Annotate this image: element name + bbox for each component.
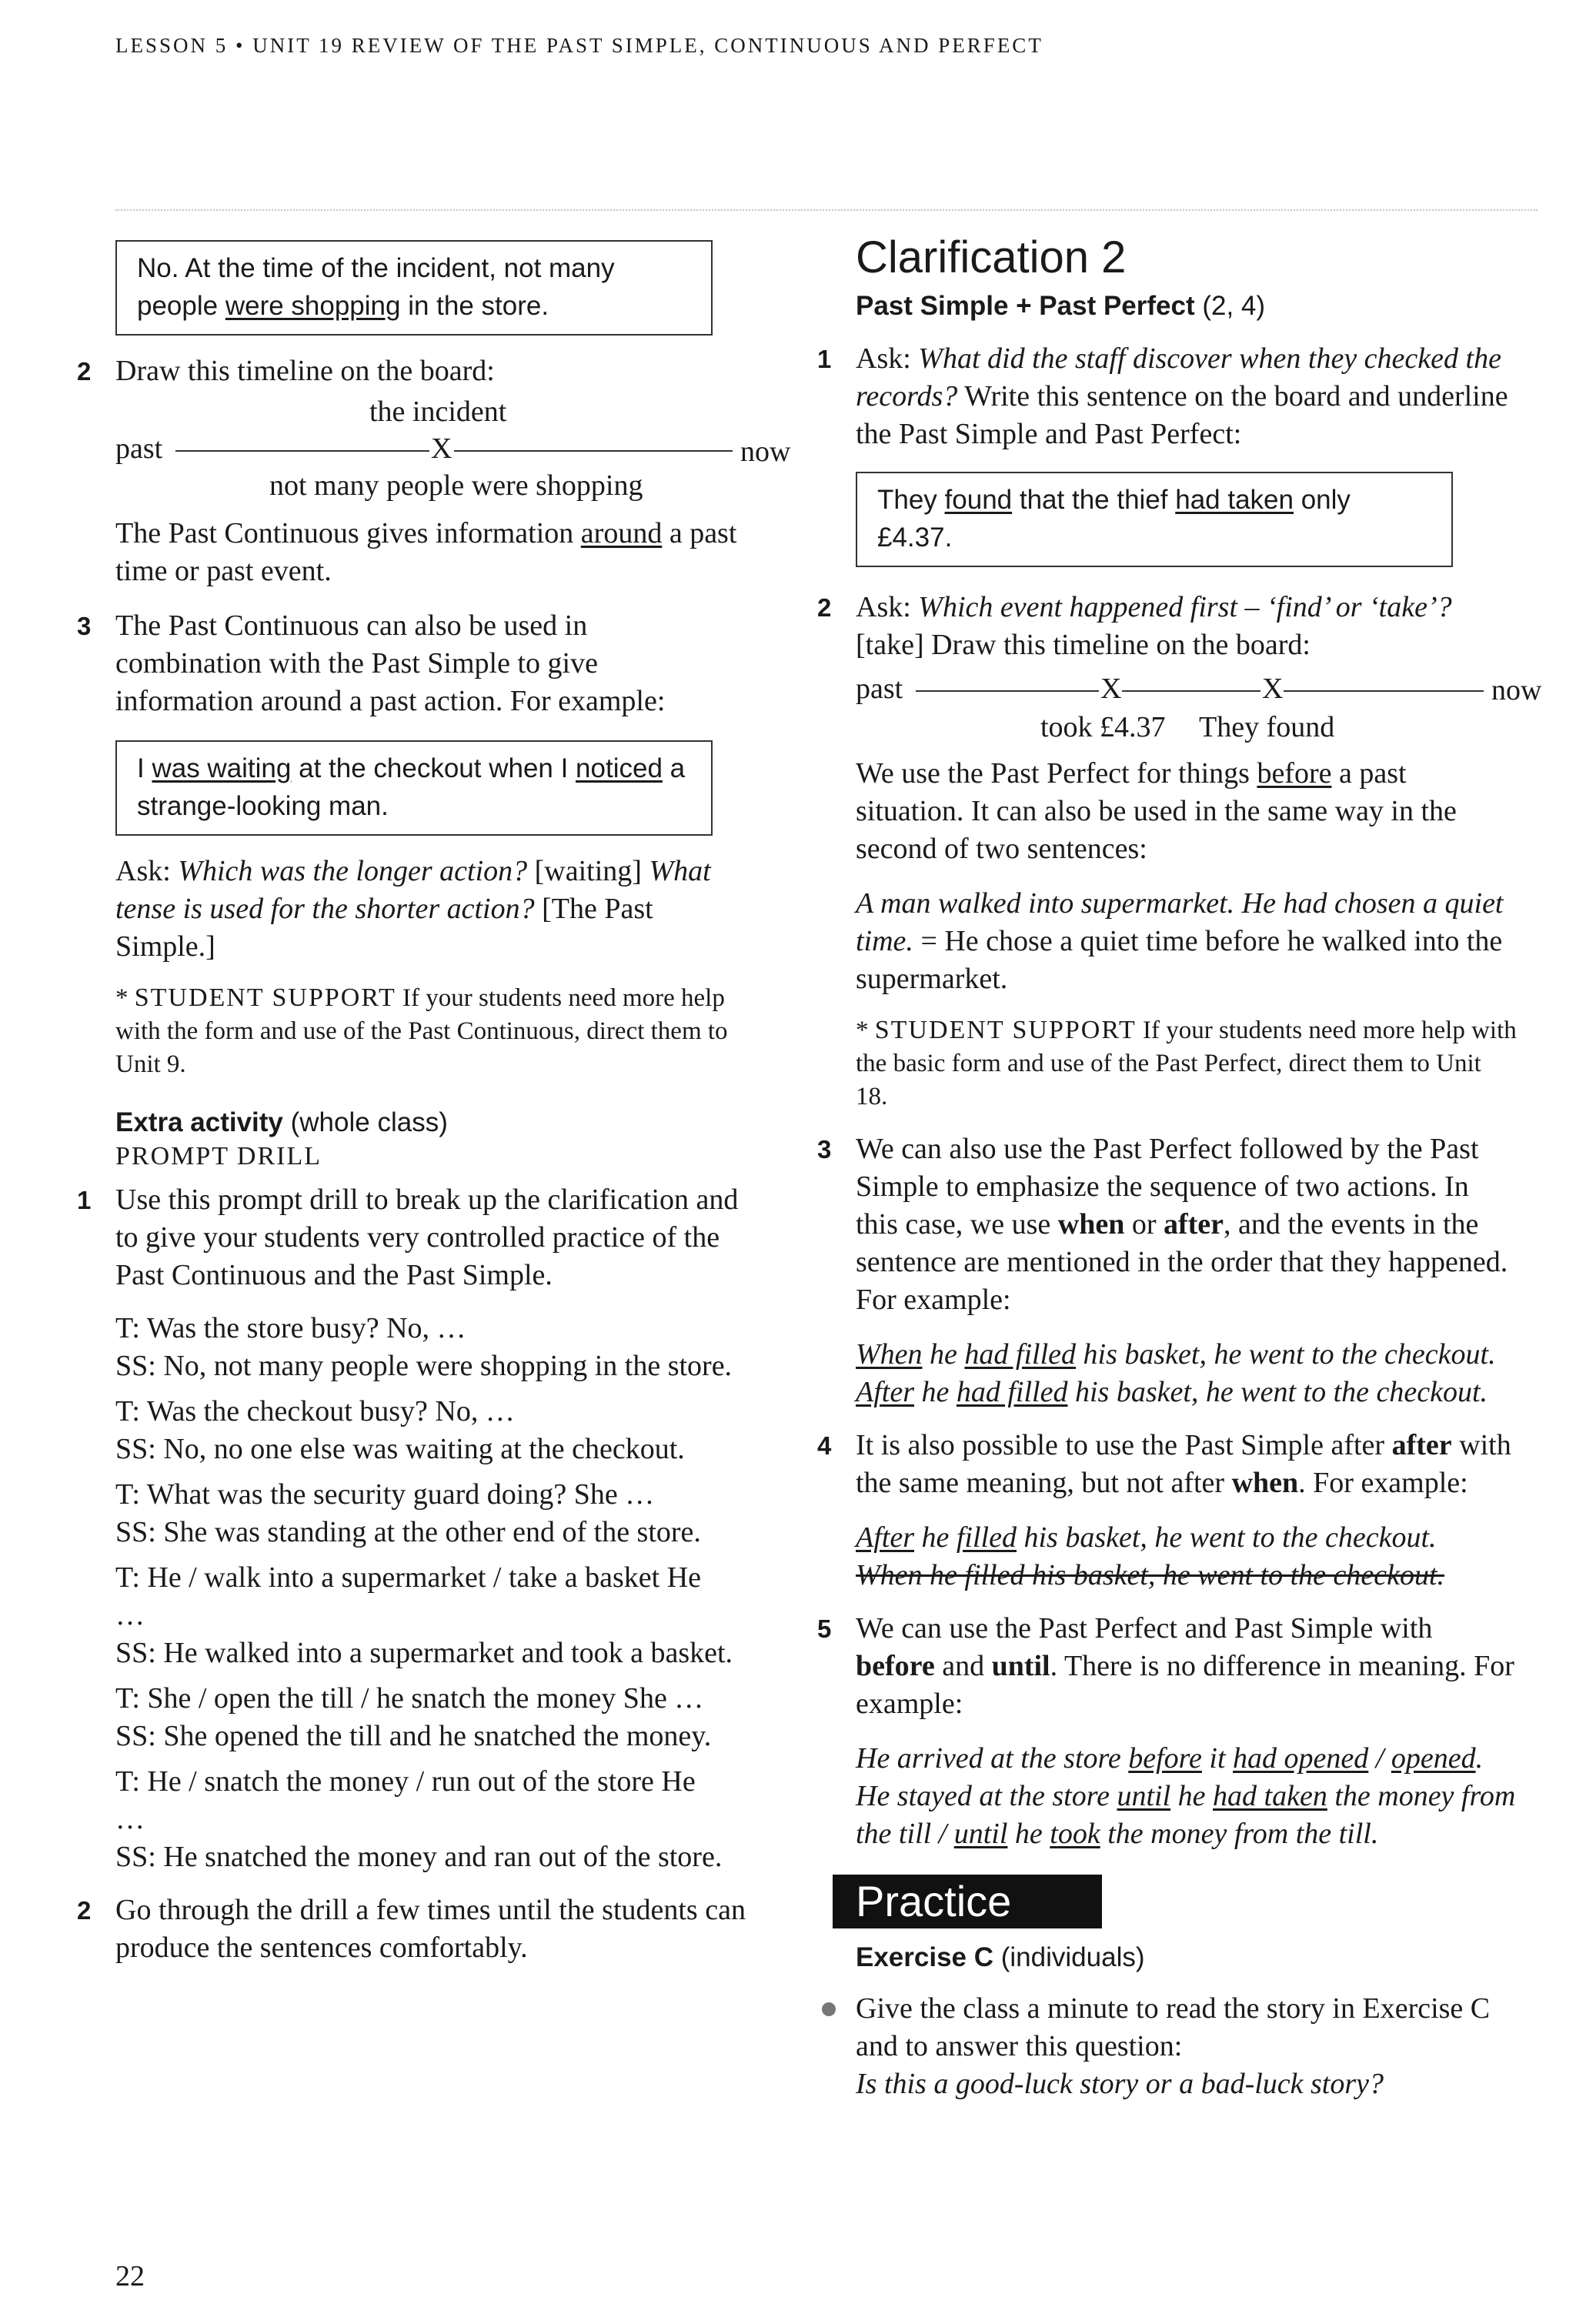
bold-word: when: [1231, 1467, 1299, 1499]
box-text: No. At the time of the incident, not many people: [137, 253, 615, 321]
subheading-rest: (2, 4): [1194, 291, 1266, 321]
box-underlined: found: [944, 485, 1013, 515]
underlined-word: had taken: [1213, 1780, 1327, 1812]
bold-word: after: [1391, 1429, 1452, 1461]
text: We can also use the Past Perfect followed by the Past Simple to emphasize the sequence of two actions. In this case, we use: [856, 1133, 1479, 1240]
step-number: 1: [817, 345, 832, 373]
practice-banner: Practice: [833, 1875, 1102, 1928]
clar-step-2: [817, 589, 1533, 664]
text: It is also possible to use the Past Simple after: [856, 1429, 1392, 1461]
text: he: [922, 1338, 965, 1371]
teacher-line: T: Was the checkout busy? No, …: [115, 1395, 515, 1427]
step-number: 2: [77, 357, 92, 386]
text: his basket, he went to the checkout.: [1067, 1376, 1488, 1408]
example-line: [856, 1336, 1533, 1374]
text: he: [1007, 1818, 1050, 1850]
text: his basket, he went to the checkout.: [1076, 1338, 1496, 1371]
text: Ask:: [856, 591, 919, 623]
example-box-found: [856, 472, 1453, 567]
right-column: [817, 231, 1542, 2103]
text: . There is no difference in meaning. For example:: [856, 1650, 1514, 1720]
timeline-line: [1122, 690, 1260, 692]
box-text: They: [877, 485, 945, 515]
text: Ask:: [115, 855, 179, 887]
clar-step-3: [817, 1130, 1533, 1319]
step-number: 5: [817, 1614, 832, 1643]
question: What tense is used for the shorter action?: [115, 855, 711, 925]
text: or: [1124, 1208, 1164, 1240]
question: Which event happened first – ‘find’ or ‘take’?: [918, 591, 1452, 623]
dialog-pair: [115, 1680, 777, 1755]
underlined-word: until: [1117, 1780, 1171, 1812]
dialog-pair: [115, 1393, 777, 1468]
clarification-subheading: [856, 288, 1533, 325]
exercise-title: Exercise C: [856, 1942, 994, 1972]
box-text: in the store.: [400, 291, 549, 321]
prompt-drill-label: PROMPT DRILL: [115, 1142, 322, 1170]
text: .: [1475, 1742, 1484, 1775]
teacher-line: T: What was the security guard doing? She …: [115, 1478, 655, 1511]
underlined-word: before: [1257, 757, 1332, 790]
step-text: [856, 340, 1518, 453]
text: Give the class a minute to read the story in Exercise C and to answer this question:: [856, 1992, 1491, 2062]
exercise-heading: [856, 1939, 1533, 1976]
underlined-word: When: [856, 1338, 923, 1371]
drill-dialog: [115, 1310, 777, 1876]
step-text: Use this prompt drill to break up the clarification and to give your students very controlled practice of the Past Continuous and the Past Simple.: [115, 1184, 739, 1291]
clarification-heading: Clarification 2: [856, 232, 1127, 282]
example-line-struck: [856, 1557, 1533, 1594]
extra-activity-heading: [115, 1104, 754, 1141]
clar-step-4: [817, 1427, 1533, 1502]
step-text: [856, 1427, 1518, 1502]
step-text: [856, 1610, 1518, 1723]
bullet-icon: [822, 2002, 836, 2016]
step-number: 2: [817, 593, 832, 622]
underlined-word: before: [1128, 1742, 1202, 1775]
answer: [The Past Simple.]: [115, 893, 653, 963]
practice-banner-wrap: [833, 1875, 1533, 1928]
struck-sentence: When he filled his basket, he went to the checkout.: [856, 1559, 1445, 1591]
example-italic: A man walked into supermarket. He had chosen a quiet time.: [856, 887, 1504, 957]
example-line: [856, 1374, 1533, 1411]
example-supermarket: [856, 885, 1518, 998]
example-after-filled: [856, 1519, 1533, 1594]
underlined-word: took: [1050, 1818, 1100, 1850]
text: He stayed at the store: [856, 1780, 1117, 1812]
exercise-sub: (individuals): [993, 1942, 1145, 1972]
student-line: SS: He snatched the money and ran out of the store.: [115, 1841, 723, 1873]
step-number: 1: [77, 1186, 92, 1214]
extra-activity-sub: (whole class): [282, 1107, 448, 1137]
timeline-label-2: They found: [1199, 711, 1335, 743]
teacher-line: T: He / walk into a supermarket / take a basket He …: [115, 1561, 702, 1631]
text: and: [934, 1650, 992, 1682]
star: *: [115, 984, 135, 1012]
text: If your students need more help with the basic form and use of the Past Perfect, direct them to Unit 18.: [856, 1017, 1517, 1110]
paragraph-around: [115, 515, 754, 590]
box-underlined: noticed: [576, 753, 663, 783]
box-text: that the thief: [1012, 485, 1176, 515]
step-text: [856, 589, 1518, 664]
box-text: only £4.37.: [877, 485, 1351, 553]
student-support-label: STUDENT SUPPORT: [134, 983, 396, 1012]
underlined-word: had opened: [1233, 1742, 1369, 1775]
text: his basket, he went to the checkout.: [1016, 1521, 1437, 1554]
text: We use the Past Perfect for things: [856, 757, 1257, 790]
bullet-question: Is this a good-luck story or a bad-luck story?: [856, 2068, 1384, 2100]
extra-activity-title: Extra activity: [115, 1107, 283, 1137]
answer: [waiting]: [527, 855, 649, 887]
dialog-pair: [115, 1559, 731, 1672]
teacher-line: T: He / snatch the money / run out of the store He …: [115, 1765, 696, 1835]
timeline-now: now: [740, 436, 791, 468]
timeline-incident: [115, 392, 791, 507]
timeline-now: now: [1491, 674, 1542, 706]
drill-step-1: [77, 1181, 754, 1294]
step-number: 3: [77, 612, 92, 640]
timeline-top-label: the incident: [369, 396, 507, 428]
text: [take] Draw this timeline on the board:: [856, 629, 1311, 661]
underlined-word: until: [953, 1818, 1008, 1850]
timeline-label-1: took £4.37: [1040, 711, 1166, 743]
step-text: Draw this timeline on the board:: [115, 355, 495, 387]
example-when-after: [856, 1336, 1533, 1411]
box-underlined: had taken: [1175, 485, 1294, 515]
step-number: 4: [817, 1431, 832, 1460]
example-before-until: [856, 1740, 1518, 1853]
timeline-line: [454, 450, 733, 452]
text: /: [1368, 1742, 1391, 1775]
text: Write this sentence on the board and underline the Past Simple and Past Perfect:: [856, 380, 1508, 450]
example-box-waiting: [115, 740, 713, 836]
timeline-bottom-label: not many people were shopping: [269, 469, 643, 502]
timeline-past: past: [115, 432, 163, 465]
underlined-word: After: [856, 1376, 914, 1408]
exercise-bullet: [817, 1990, 1533, 2103]
bullet-text: [856, 1990, 1518, 2103]
step-3: [77, 607, 754, 720]
text: = He chose a quiet time before he walked into the supermarket.: [856, 925, 1503, 995]
timeline-mark-1: X: [1100, 673, 1122, 705]
clar-step-5: [817, 1610, 1533, 1723]
student-line: SS: She opened the till and he snatched the money.: [115, 1720, 712, 1752]
question: Which was the longer action?: [178, 855, 528, 887]
box-text: a strange-looking man.: [137, 753, 686, 821]
step-2: [77, 352, 754, 390]
underlined-word: filled: [956, 1521, 1017, 1554]
timeline-line: [175, 450, 429, 452]
paragraph-before: [856, 755, 1518, 868]
student-line: SS: No, no one else was waiting at the checkout.: [115, 1433, 685, 1465]
bold-word: when: [1057, 1208, 1125, 1240]
text: . For example:: [1298, 1467, 1468, 1499]
underlined-word: had filled: [956, 1376, 1068, 1408]
text: He arrived at the store: [856, 1742, 1129, 1775]
timeline-past: past: [856, 673, 903, 705]
example-box-incident: [115, 240, 713, 336]
left-column: [77, 240, 791, 1967]
text: with the same meaning, but not after: [856, 1429, 1511, 1499]
text: , and the events in the sentence are mentioned in the order that they happened. For example:: [856, 1208, 1508, 1316]
text: the money from the till.: [1100, 1818, 1379, 1850]
text: Ask:: [856, 342, 919, 375]
example-line: [856, 1740, 1518, 1778]
text: a past situation. It can also be used in the same way in the second of two sentences:: [856, 757, 1457, 865]
question: What did the staff discover when they checked the records?: [856, 342, 1501, 412]
student-line: SS: No, not many people were shopping in the store.: [115, 1350, 733, 1382]
text: he: [913, 1521, 957, 1554]
dialog-pair: [115, 1763, 777, 1876]
step-number: 3: [817, 1135, 832, 1164]
box-underlined: was waiting: [152, 753, 292, 783]
dialog-pair: [115, 1476, 777, 1551]
text: a past time or past event.: [115, 517, 737, 587]
student-support-note: [115, 981, 754, 1081]
star: *: [856, 1017, 875, 1044]
running-head: LESSON 5 • UNIT 19 REVIEW OF THE PAST SIMPLE, CONTINUOUS AND PERFECT: [115, 34, 1043, 57]
example-line: [856, 1519, 1533, 1557]
underlined-word: After: [856, 1521, 914, 1554]
timeline-line: [916, 690, 1099, 692]
box-underlined: were shopping: [225, 291, 401, 321]
teacher-line: T: Was the store busy? No, …: [115, 1312, 466, 1344]
bold-word: before: [856, 1650, 935, 1682]
step-number: 2: [77, 1896, 92, 1925]
header-divider: [115, 209, 1538, 211]
underlined-word: opened: [1391, 1742, 1476, 1775]
dialog-pair: [115, 1310, 777, 1385]
timeline-mark: X: [431, 432, 452, 465]
subheading-bold: Past Simple + Past Perfect: [856, 291, 1195, 321]
text: the money from the till /: [856, 1780, 1516, 1850]
underlined-word: around: [580, 517, 663, 549]
timeline-line: [1284, 690, 1484, 692]
text: it: [1201, 1742, 1234, 1775]
student-line: SS: He walked into a supermarket and took a basket.: [115, 1637, 733, 1669]
step-text: Go through the drill a few times until the students can produce the sentences comfortably.: [115, 1894, 746, 1964]
box-text: at the checkout when I: [291, 753, 576, 783]
clar-step-1: [817, 340, 1533, 453]
underlined-word: had filled: [964, 1338, 1077, 1371]
text: he: [913, 1376, 957, 1408]
step-text: [856, 1130, 1518, 1319]
drill-step-2: [77, 1892, 754, 1967]
page-number: 22: [115, 2260, 145, 2292]
bold-word: until: [991, 1650, 1050, 1682]
student-support-note: [856, 1013, 1518, 1114]
example-line: [856, 1778, 1518, 1853]
student-support-label: STUDENT SUPPORT: [874, 1016, 1137, 1044]
text: he: [1170, 1780, 1214, 1812]
step-text: The Past Continuous can also be used in combination with the Past Simple to give information around a past action. For example:: [115, 609, 666, 717]
text: We can use the Past Perfect and Past Simple with: [856, 1612, 1433, 1644]
timeline-mark-2: X: [1262, 673, 1284, 705]
text: If your students need more help with the form and use of the Past Continuous, direct them to Unit 9.: [115, 984, 728, 1078]
box-text: I: [137, 753, 152, 783]
text: The Past Continuous gives information: [115, 517, 581, 549]
teacher-line: T: She / open the till / he snatch the money She …: [115, 1682, 704, 1715]
student-line: SS: She was standing at the other end of the store.: [115, 1516, 701, 1548]
ask-question: [115, 853, 754, 966]
timeline-found: [856, 670, 1542, 755]
bold-word: after: [1164, 1208, 1224, 1240]
